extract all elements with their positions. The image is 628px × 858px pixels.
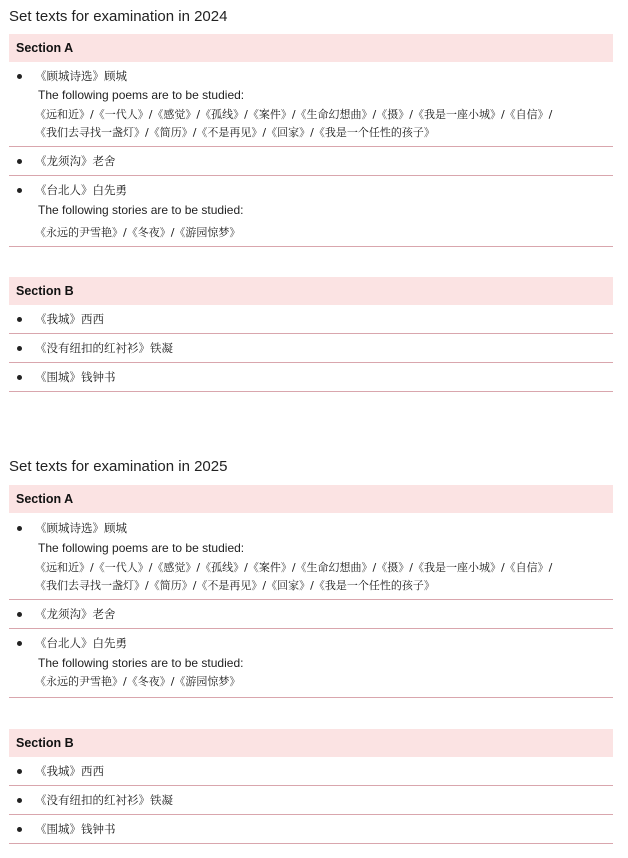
- section-a-header: Section A: [9, 485, 613, 513]
- list-item: [9, 513, 613, 600]
- book-title: 《我城》西西: [35, 312, 104, 326]
- list-item: [9, 147, 613, 176]
- list-item: [9, 62, 613, 147]
- list-item: [9, 815, 613, 844]
- section-b-header: Section B: [9, 729, 613, 757]
- book-title: 《围城》钱钟书: [35, 822, 116, 836]
- book-title: 《没有纽扣的红衬衫》铁凝: [35, 341, 173, 355]
- study-note: The following poems are to be studied:: [38, 541, 245, 555]
- list-item: [9, 600, 613, 629]
- section-b-header: Section B: [9, 277, 613, 305]
- book-title: 《台北人》白先勇: [35, 636, 127, 650]
- poem-list-line-2: 《我们去寻找一盏灯》/《简历》/《不是再见》/《回家》/《我是一个任性的孩子》: [35, 579, 435, 592]
- book-title: 《台北人》白先勇: [35, 183, 127, 197]
- list-item: [9, 757, 613, 786]
- bullet-icon: [17, 798, 22, 803]
- bullet-icon: [17, 526, 22, 531]
- book-title: 《顾城诗选》顾城: [35, 521, 127, 535]
- bullet-icon: [17, 188, 22, 193]
- story-list-line: 《永远的尹雪艳》/《冬夜》/《游园惊梦》: [35, 675, 241, 688]
- list-item: [9, 629, 613, 698]
- bullet-icon: [17, 346, 22, 351]
- study-note: The following poems are to be studied:: [38, 88, 245, 102]
- section-a-header: Section A: [9, 34, 613, 62]
- exam-2025-title: Set texts for examination in 2025: [9, 458, 228, 475]
- exam-2024-title: Set texts for examination in 2024: [9, 8, 228, 25]
- bullet-icon: [17, 769, 22, 774]
- poem-list-line-2: 《我们去寻找一盏灯》/《简历》/《不是再见》/《回家》/《我是一个任性的孩子》: [35, 126, 435, 139]
- book-title: 《龙须沟》老舍: [35, 607, 116, 621]
- bullet-icon: [17, 641, 22, 646]
- book-title: 《没有纽扣的红衬衫》铁凝: [35, 793, 173, 807]
- book-title: 《我城》西西: [35, 764, 104, 778]
- exam-2025-section-a: [9, 485, 613, 698]
- study-note: The following stories are to be studied:: [38, 656, 244, 670]
- list-item: [9, 786, 613, 815]
- exam-2025-section-b: [9, 729, 613, 844]
- book-title: 《围城》钱钟书: [35, 370, 116, 384]
- poem-list-line-1: 《远和近》/《一代人》/《感觉》/《孤线》/《案件》/《生命幻想曲》/《摄》/《我是一座小城》/《自信》/: [35, 108, 553, 121]
- exam-2024-section-b: [9, 277, 613, 392]
- poem-list-line-1: 《远和近》/《一代人》/《感觉》/《孤线》/《案件》/《生命幻想曲》/《摄》/《我是一座小城》/《自信》/: [35, 561, 553, 574]
- list-item: [9, 176, 613, 247]
- exam-2024-block: [0, 0, 628, 420]
- bullet-icon: [17, 375, 22, 380]
- book-title: 《龙须沟》老舍: [35, 154, 116, 168]
- study-note: The following stories are to be studied:: [38, 203, 244, 217]
- story-list-line: 《永远的尹雪艳》/《冬夜》/《游园惊梦》: [35, 226, 241, 239]
- bullet-icon: [17, 159, 22, 164]
- list-item: [9, 305, 613, 334]
- bullet-icon: [17, 74, 22, 79]
- exam-2024-section-a: [9, 34, 613, 247]
- bullet-icon: [17, 827, 22, 832]
- exam-2025-block: [0, 450, 628, 858]
- book-title: 《顾城诗选》顾城: [35, 69, 127, 83]
- bullet-icon: [17, 317, 22, 322]
- list-item: [9, 363, 613, 392]
- list-item: [9, 334, 613, 363]
- bullet-icon: [17, 612, 22, 617]
